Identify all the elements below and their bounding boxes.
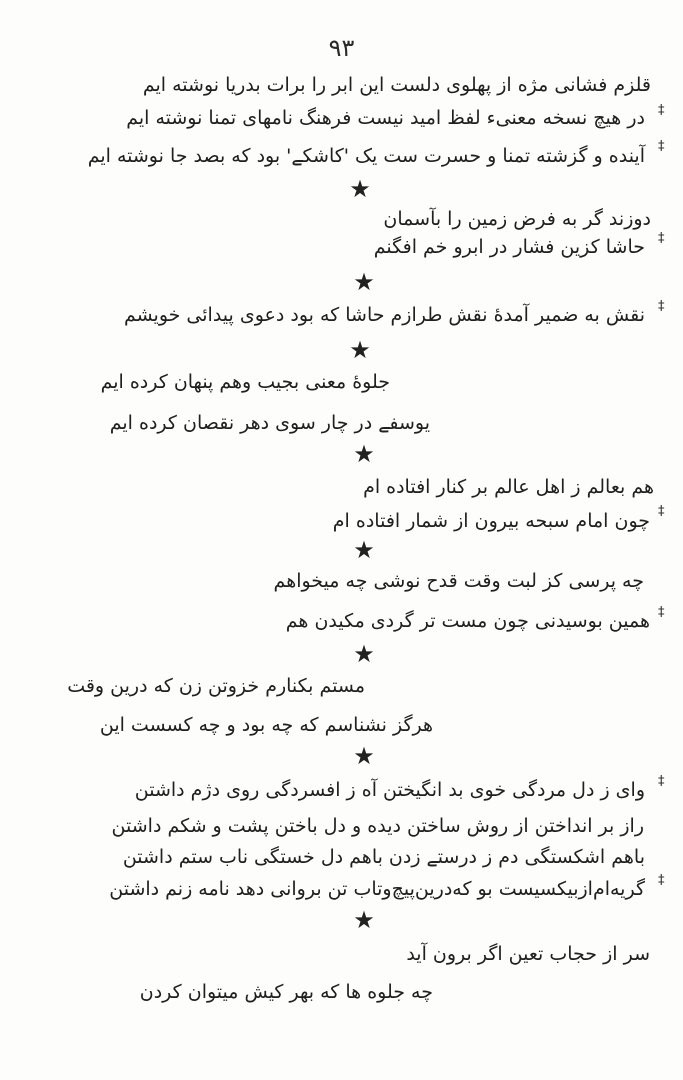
verse-line: جلوهٔ معنی بجیب وهم پنهان کرده ایم [100,371,390,393]
verse-line: مستم بکنارم خزوتن زن که درین وقت [67,675,365,697]
verse-line: راز بر انداختن از روش ساختن دیده و دل باختن پشت و شکم داشتن [111,815,644,837]
verse-line: آینده و گزشته تمنا و حسرت ست یک 'کاشکے' بود که بصد جا نوشته ایم [87,145,645,167]
verse-mark: ‡ [658,873,665,888]
verse-line: همین بوسیدنی چون مست تر گردی مکیدن هم [285,610,650,632]
verse-line: چه جلوه ها که بهر کیش میتوان کردن [139,981,433,1003]
verse-mark: ‡ [658,139,665,154]
verse-mark: ‡ [658,504,665,519]
star-separator-icon: ★ [353,268,375,296]
verse-line: هم بعالم ز اهل عالم بر کنار افتاده ام [363,476,654,498]
star-separator-icon: ★ [349,175,371,203]
verse-mark: ‡ [658,605,665,620]
verse-line: حاشا کزین فشار در ابرو خم افگنم [373,236,645,258]
verse-line: چه پرسی کز لبت وقت قدح نوشی چه میخواهم [273,570,644,592]
verse-line: هرگز نشناسم که چه بود و چه کسست این [99,714,433,736]
verse-line: قلزم فشانی مژه از پهلوی دلست این ابر را برات بدریا نوشته ایم [142,74,651,96]
star-separator-icon: ★ [353,440,375,468]
verse-line: چون امام سبحه بیرون از شمار افتاده ام [332,510,650,532]
verse-line: باهم اشکستگی دم ز درستے زدن باهم دل خستگی ناب ستم داشتن [122,846,645,868]
verse-line: سر از حجاب تعین اگر برون آید [406,943,650,965]
star-separator-icon: ★ [353,742,375,770]
star-separator-icon: ★ [349,336,371,364]
verse-mark: ‡ [658,103,665,118]
verse-line: یوسفے در چار سوی دهر نقصان کرده ایم [109,412,430,434]
star-separator-icon: ★ [353,906,375,934]
verse-line: در هیچ نسخه معنیء لفظ امید نیست فرهنگ نامهای تمنا نوشته ایم [126,107,645,129]
verse-mark: ‡ [658,774,665,789]
verse-mark: ‡ [658,299,665,314]
verse-mark: ‡ [658,231,665,246]
verse-line: گریه‌ام‌از‌بیکسیست بو که‌درین‌پیچ‌وتاب تن بروانی دهد نامه زنم داشتن [109,878,645,900]
star-separator-icon: ★ [353,640,375,668]
page-number: ٩٣ [328,34,355,62]
star-separator-icon: ★ [353,536,375,564]
verse-line: نقش به ضمیر آمدهٔ نقش طرازم حاشا که بود دعوی پیدائی خویشم [123,304,645,326]
verse-line: وای ز دل مردگی خوی بد انگیختن آه ز افسردگی روی دژم داشتن [134,779,645,801]
verse-line: دوزند گر به فرض زمین را بآسمان [383,208,651,230]
